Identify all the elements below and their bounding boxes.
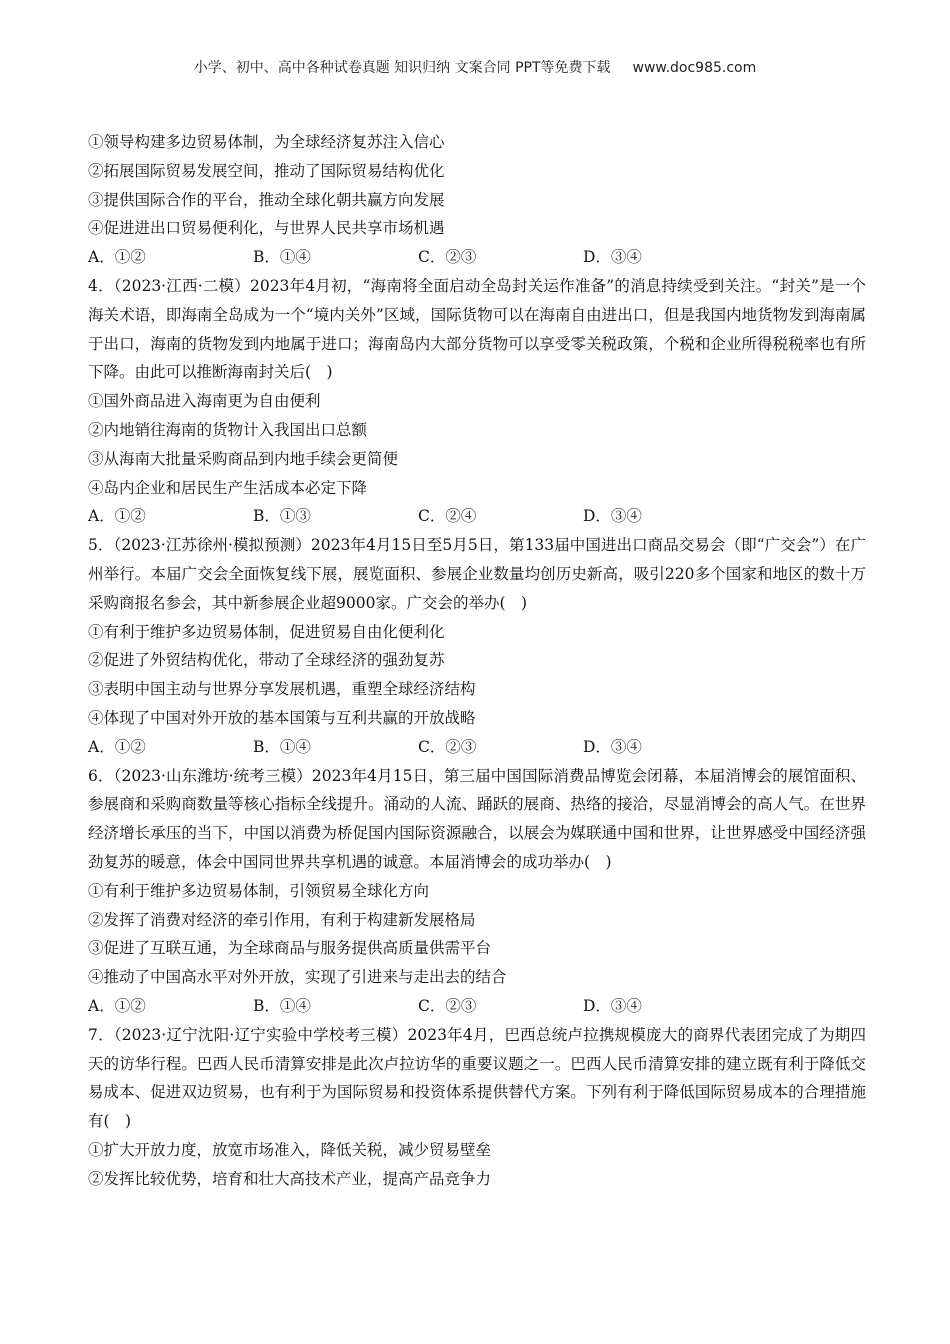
q4-options: [88, 502, 866, 531]
header-url[interactable]: www.doc985.com: [632, 60, 757, 76]
q3-item-1: ①领导构建多边贸易体制，为全球经济复苏注入信心: [88, 133, 445, 151]
q4-item-4: ④岛内企业和居民生产生活成本必定下降: [88, 478, 368, 497]
q6-item-3: ③促进了互联互通，为全球商品与服务提供高质量供需平台: [88, 939, 492, 958]
q5-item-4: ④体现了中国对外开放的基本国策与互利共赢的开放战略: [88, 708, 476, 727]
q7-item-1: ①扩大开放力度，放宽市场准入，降低关税，减少贸易壁垒: [88, 1140, 492, 1159]
q5-option-b[interactable]: B．①④: [253, 737, 311, 756]
q3-option-b[interactable]: B．①④: [253, 248, 311, 267]
q4-option-b[interactable]: B．①③: [253, 507, 311, 526]
q3-option-d[interactable]: D．③④: [583, 248, 642, 267]
question-6: [88, 762, 866, 1021]
document-body: [88, 128, 866, 1193]
q7-item-2: ②发挥比较优势，培育和壮大高技术产业，提高产品竞争力: [88, 1169, 492, 1188]
q3-option-a[interactable]: A．①②: [88, 248, 146, 267]
q5-option-c[interactable]: C．②③: [418, 737, 477, 756]
q6-option-c[interactable]: C．②③: [418, 996, 477, 1015]
q5-item-3: ③表明中国主动与世界分享发展机遇，重塑全球经济结构: [88, 680, 476, 699]
question-5: [88, 531, 866, 761]
question-3: [88, 128, 866, 272]
q5-item-1: ①有利于维护多边贸易体制，促进贸易自由化便利化: [88, 622, 445, 641]
q5-item-2: ②促进了外贸结构优化，带动了全球经济的强劲复苏: [88, 651, 445, 670]
q5-option-d[interactable]: D．③④: [583, 737, 642, 756]
q3-item-4: ④促进进出口贸易便利化，与世界人民共享市场机遇: [88, 219, 445, 238]
q6-item-2: ②发挥了消费对经济的牵引作用，有利于构建新发展格局: [88, 910, 476, 929]
q5-stem: 5．（2023·江苏徐州·模拟预测）2023年4月15日至5月5日，第133届中国进出口商品交易会（即“广交会”）在广州举行。本届广交会全面恢复线下展，展览面积、参展企业数量均创历史新高，吸引220多个国家和地区的数十万采购商报名参会，其中新参展企业超9000家。广交会的举办( ): [88, 536, 866, 612]
q7-stem: 7．（2023·辽宁沈阳·辽宁实验中学校考三模）2023年4月，巴西总统卢拉携规模庞大的商界代表团完成了为期四天的访华行程。巴西人民币清算安排是此次卢拉访华的重要议题之一。巴西人民币清算安排的建立既有利于降低交易成本、促进双边贸易，也有利于为国际贸易和投资体系提供替代方案。下列有利于降低国际贸易成本的合理措施有( ): [88, 1025, 866, 1131]
q6-item-1: ①有利于维护多边贸易体制，引领贸易全球化方向: [88, 881, 430, 900]
q6-stem: 6．（2023·山东潍坊·统考三模）2023年4月15日，第三届中国国际消费品博览会闭幕，本届消博会的展馆面积、参展商和采购商数量等核心指标全线提升。涌动的人流、踊跃的展商、热络的接洽，尽显消博会的高人气。在世界经济增长承压的当下，中国以消费为桥促国内国际资源融合，以展会为媒联通中国和世界，让世界感受中国经济强劲复苏的暖意，体会中国同世界共享机遇的诚意。本届消博会的成功举办( ): [88, 766, 866, 871]
q5-option-a[interactable]: A．①②: [88, 737, 146, 756]
q3-item-3: ③提供国际合作的平台，推动全球化朝共赢方向发展: [88, 190, 445, 209]
question-7: [88, 1021, 866, 1194]
header-text: 小学、初中、高中各种试卷真题 知识归纳 文案合同 PPT等免费下载: [193, 60, 611, 76]
q3-item-2: ②拓展国际贸易发展空间，推动了国际贸易结构优化: [88, 161, 445, 180]
q3-option-c[interactable]: C．②③: [418, 248, 477, 267]
q6-item-4: ④推动了中国高水平对外开放，实现了引进来与走出去的结合: [88, 968, 507, 987]
q4-item-1: ①国外商品进入海南更为自由便利: [88, 392, 321, 411]
q4-option-a[interactable]: A．①②: [88, 507, 146, 526]
q6-options: [88, 992, 866, 1021]
q4-option-d[interactable]: D．③④: [583, 507, 642, 526]
q4-option-c[interactable]: C．②④: [418, 507, 477, 526]
question-4: [88, 272, 866, 531]
q4-item-2: ②内地销往海南的货物计入我国出口总额: [88, 420, 368, 439]
q6-option-b[interactable]: B．①④: [253, 996, 311, 1015]
q6-option-a[interactable]: A．①②: [88, 996, 146, 1015]
q4-item-3: ③从海南大批量采购商品到内地手续会更简便: [88, 449, 399, 468]
q4-stem: 4．（2023·江西·二模）2023年4月初，“海南将全面启动全岛封关运作准备”的消息持续受到关注。“封关”是一个海关术语，即海南全岛成为一个“境内关外”区域，国际货物可以在海南自由进出口，但是我国内地货物发到海南属于出口，海南的货物发到内地属于进口；海南岛内大部分货物可以享受零关税政策，个税和企业所得税税率也有所下降。由此可以推断海南封关后( ): [88, 276, 866, 382]
q3-options: [88, 243, 866, 272]
q5-options: [88, 733, 866, 762]
q6-option-d[interactable]: D．③④: [583, 996, 642, 1015]
page-header: [0, 57, 950, 77]
